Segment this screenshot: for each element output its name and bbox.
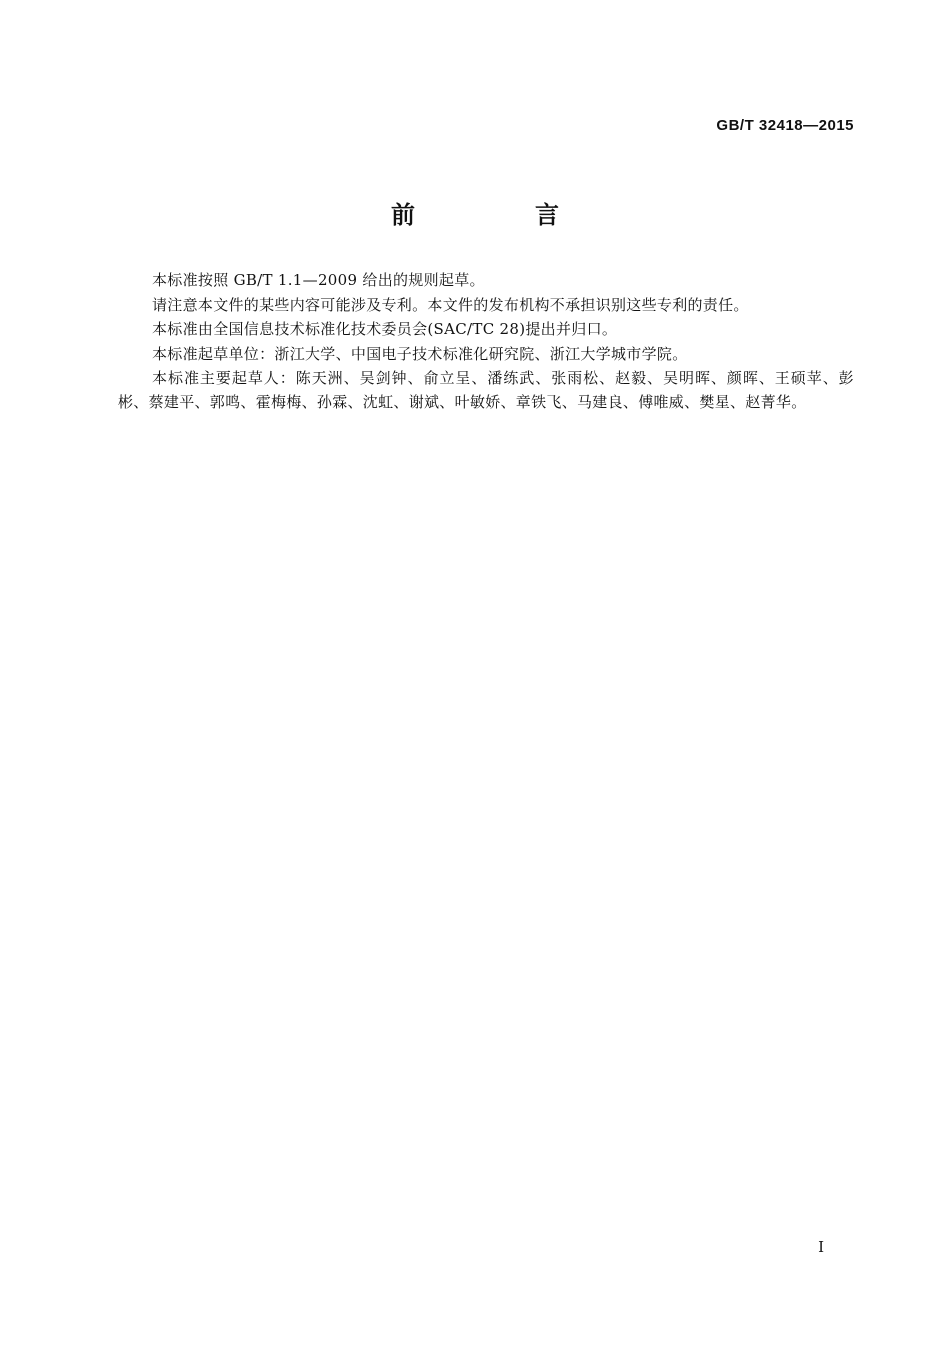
paragraph-proposer: 本标准由全国信息技术标准化技术委员会(SAC/TC 28)提出并归口。: [152, 320, 618, 338]
page-number: I: [818, 1238, 824, 1256]
page-title: 前 言: [391, 201, 607, 229]
paragraph-drafting-units: 本标准起草单位：浙江大学、中国电子技术标准化研究院、浙江大学城市学院。: [152, 344, 688, 363]
foreword-body: [118, 268, 854, 414]
paragraph-patent-notice: 请注意本文件的某些内容可能涉及专利。本文件的发布机构不承担识别这些专利的责任。: [152, 295, 749, 314]
paragraph-drafting-rules: 本标准按照 GB/T 1.1—2009 给出的规则起草。: [152, 271, 485, 289]
paragraph-drafters: 本标准主要起草人：陈天洲、吴剑钟、俞立呈、潘练武、张雨松、赵毅、吴明晖、颜晖、王硕苹、彭彬、蔡建平、郭鸣、霍梅梅、孙霖、沈虹、谢斌、叶敏娇、章铁飞、马建良、傅唯威、樊星、赵菁华。: [118, 369, 854, 411]
standard-code: GB/T 32418—2015: [716, 117, 854, 134]
